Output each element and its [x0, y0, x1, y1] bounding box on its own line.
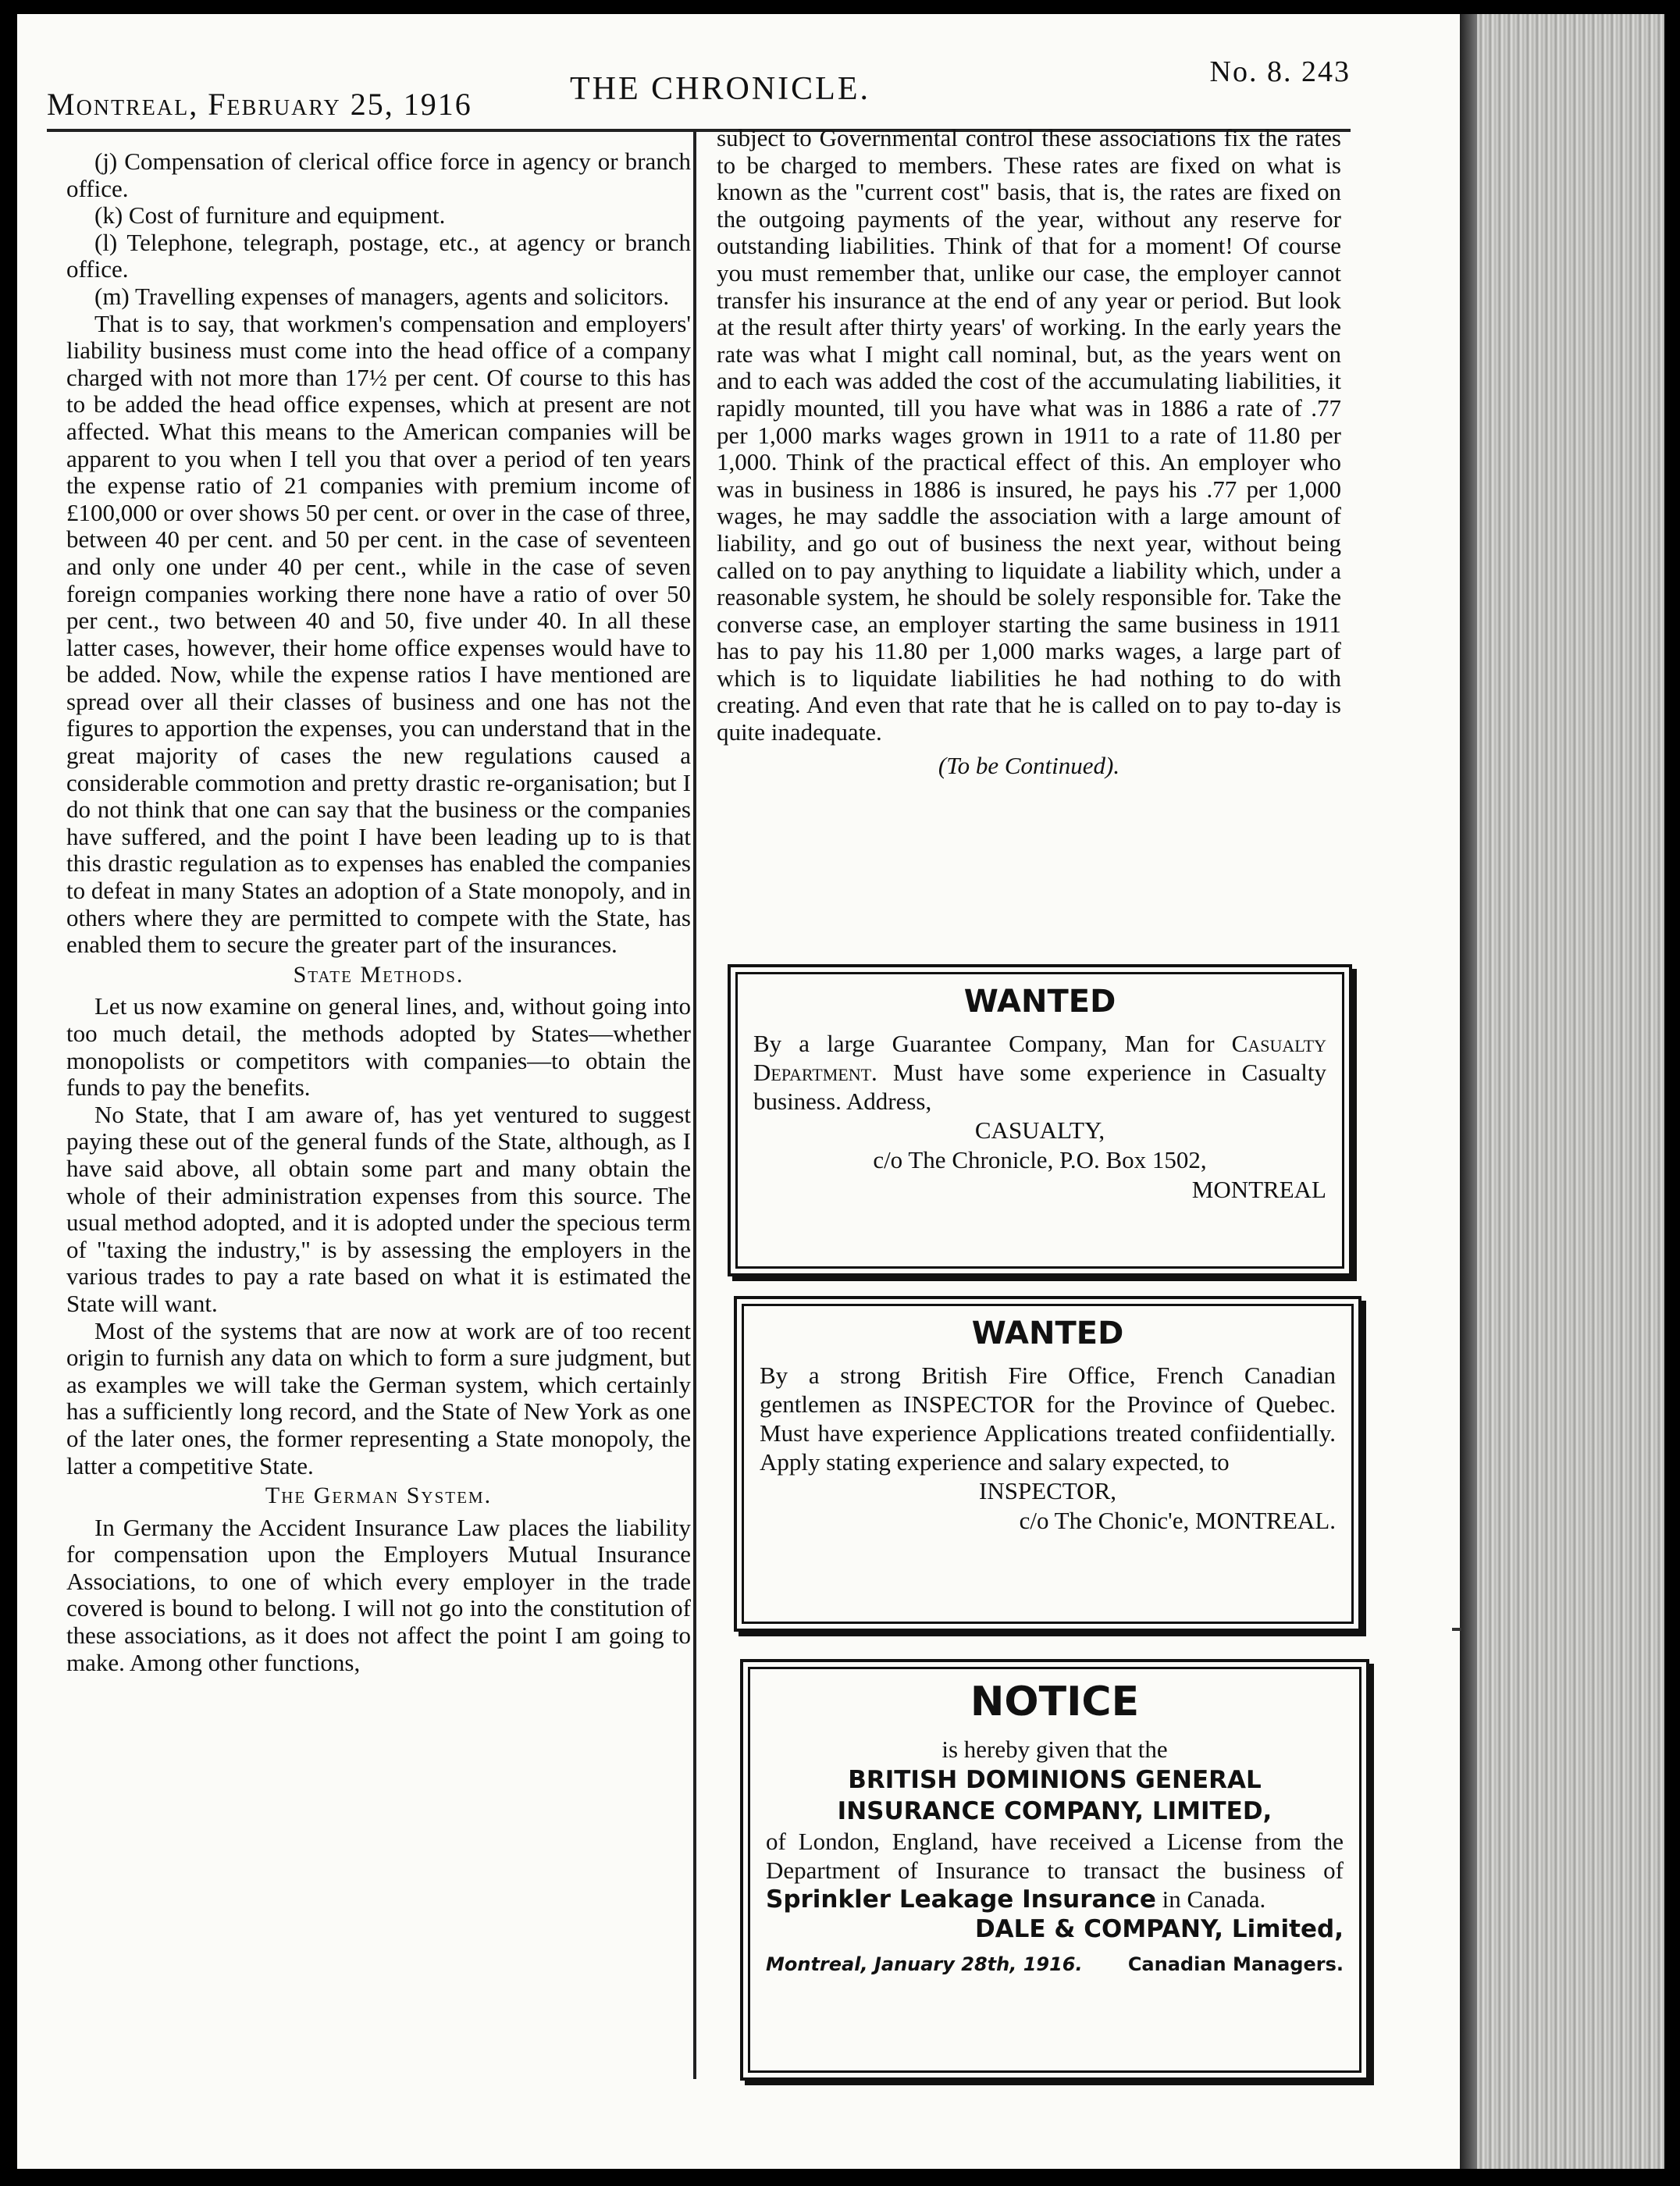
paragraph: No State, that I am aware of, has yet ventured to suggest paying these out of the general funds of the State, although, as I have said above, all obtain some part and many obtain the whole of their administration expenses from this source. The usual method adopted, and it is adopted under the specious term of "taxing the industry," is by assessing the employers in the various trades to pay a rate based on what it is estimated the State will want. — [66, 1100, 691, 1317]
ad-contact-name: INSPECTOR, — [979, 1477, 1116, 1504]
list-item-l: (l) Telephone, telegraph, postage, etc., at agency or branch office. — [66, 228, 691, 283]
paragraph: In Germany the Accident Insurance Law places the liability for compensation upon the Employers Mutual Insurance Associations, to one of which every employer in the trade covered is bound to belong. I will not go into the constitution of these associations, as it does not affect the point I am going to make. Among other functions, — [66, 1513, 691, 1676]
header-dateline: Montreal, February 25, 1916 — [47, 87, 472, 122]
ad-title: WANTED — [963, 984, 1116, 1020]
ad-text: in Canada. — [1162, 1885, 1266, 1913]
ad-wanted-casualty — [728, 964, 1352, 1276]
ad-text: of London, England, have received a License from the Department of Insurance to transact the business of — [766, 1828, 1344, 1884]
ad-contact-city: MONTREAL — [1191, 1176, 1326, 1203]
ad-role: Canadian Managers. — [1127, 1953, 1344, 1975]
ad-body: By a strong British Fire Office, French Canadian gentlemen as INSPECTOR for the Province of Quebec. Must have experience Applications treated confiidentially. Apply stating experience and salary expected, to — [760, 1362, 1336, 1476]
ad-text-line-of-business: Sprinkler Leakage Insurance — [766, 1885, 1156, 1914]
book-page-edges — [1460, 14, 1664, 2169]
column-rule — [693, 131, 696, 2079]
paragraph: subject to Governmental control these associations fix the rates to be charged to members. These rates are fixed on what is known as the "current cost" basis, that is, the rates are fixed on the outgoing payments of the year, without any reserve for outstanding liabilities. Think of that for a moment! Of course you must remember that, unlike our case, the employer cannot transfer his insurance at the end of any year or period. But look at the result after thirty years' of working. In the early years the rate was what I might call nominal, but, as the years went on and to each was added the cost of the accumulating liabilities, it rapidly mounted, till you have what was in 1886 a rate of .77 per 1,000 marks wages grown in 1911 to a rate of 11.80 per 1,000. Think of the practical effect of this. An employer who was in business in 1886 is insured, he pays his .77 per 1,000 wages, he may saddle the association with a large amount of liability, and go out of business the next year, without being called on to pay anything to liquidate a liability which, under a reasonable system, he should be solely responsible for. Take the converse case, an employer starting the same business in 1911 has to pay his 11.80 per 1,000 marks wages, a large part of which is to liquidate liabilities he had nothing to do with creating. And even that rate that he is called on to pay to-day is quite inadequate. — [717, 124, 1341, 746]
paragraph: That is to say, that workmen's compensation and employers' liability business must come into the head office of a company charged with not more than 17½ per cent. Of course to this has to be added the head office expenses, which at present are not affected. What this means to the American companies will be apparent to you when I tell you that over a period of ten years the expense ratio of 21 companies with premium income of £100,000 or over shows 50 per cent. or over in the case of three, between 40 per cent. and 50 per cent. in the case of seventeen and only one under 40 per cent., while in the case of seven foreign companies working there none have a ratio of over 50 per cent., two between 40 and 50, five under 40. In all these latter cases, however, their home office expenses would have to be added. Now, while the expense ratios I have mentioned are spread over all their classes of business and one has not the figures to apportion the expenses, you can understand that in the great majority of cases the new regulations caused a considerable commotion and pretty drastic re-organisation; but I do not think that one can say that the business or the companies have suffered, and the point I have been leading up to is that this drastic regulation as to expenses has enabled the companies to defeat in many States an adoption of a State monopoly, and in others where they are permitted to compete with the State, has enabled them to secure the greater part of the insurances. — [66, 309, 691, 959]
right-column — [717, 125, 1341, 779]
left-column — [66, 148, 691, 1676]
list-item-m: (m) Travelling expenses of managers, agents and solicitors. — [94, 282, 670, 310]
ad-contact-address: c/o The Chonic'e, MONTREAL. — [1019, 1507, 1336, 1534]
section-heading-state-methods: State Methods. — [293, 961, 464, 988]
ad-text: By a large Guarantee Company, Man for — [753, 1030, 1215, 1057]
ad-notice — [740, 1659, 1369, 2081]
ad-signer: DALE & COMPANY, Limited, — [974, 1915, 1344, 1943]
list-item-j: (j) Compensation of clerical office force in agency or branch office. — [66, 148, 691, 202]
ad-date: Montreal, January 28th, 1916. — [766, 1953, 1083, 1975]
ad-wanted-inspector — [734, 1296, 1361, 1632]
ad-body — [766, 1827, 1344, 1914]
ad-company-name: BRITISH DOMINIONS GENERAL INSURANCE COMPANY, LIMITED, — [837, 1766, 1272, 1825]
header-page-number: No. 8. 243 — [1209, 55, 1351, 88]
ad-body — [753, 1029, 1326, 1116]
page-edge-shadow — [1460, 14, 1477, 2169]
paragraph: Most of the systems that are now at work are of too recent origin to furnish any data on which to form a sure judgment, but as examples we will take the German system, which certainly has a sufficiently long record, and the State of New York as one of the later ones, the former representing a State monopoly, the latter a competitive State. — [66, 1316, 691, 1479]
to-be-continued: (To be Continued). — [938, 751, 1120, 779]
ad-contact-address: c/o The Chronicle, P.O. Box 1502, — [873, 1146, 1207, 1173]
scan-speck — [1452, 1628, 1461, 1631]
list-item-k: (k) Cost of furniture and equipment. — [94, 201, 446, 230]
ad-text-department: Casualty Department. — [753, 1030, 1326, 1086]
ad-intro: is hereby given that the — [941, 1736, 1168, 1763]
ad-footer — [766, 1953, 1344, 1975]
header-masthead: THE CHRONICLE. — [570, 71, 870, 107]
ad-title: NOTICE — [970, 1679, 1140, 1725]
ad-text: Must have some experience in Casualty business. Address, — [753, 1059, 1327, 1115]
paragraph: Let us now examine on general lines, and, without going into too much detail, the methods adopted by States—whether monopolists or competitors with companies—to obtain the funds to pay the benefits. — [66, 992, 691, 1102]
section-heading-german-system: The German System. — [265, 1483, 493, 1509]
ad-title: WANTED — [971, 1316, 1124, 1351]
ad-contact-name: CASUALTY, — [974, 1116, 1105, 1144]
page-header — [47, 55, 1351, 125]
